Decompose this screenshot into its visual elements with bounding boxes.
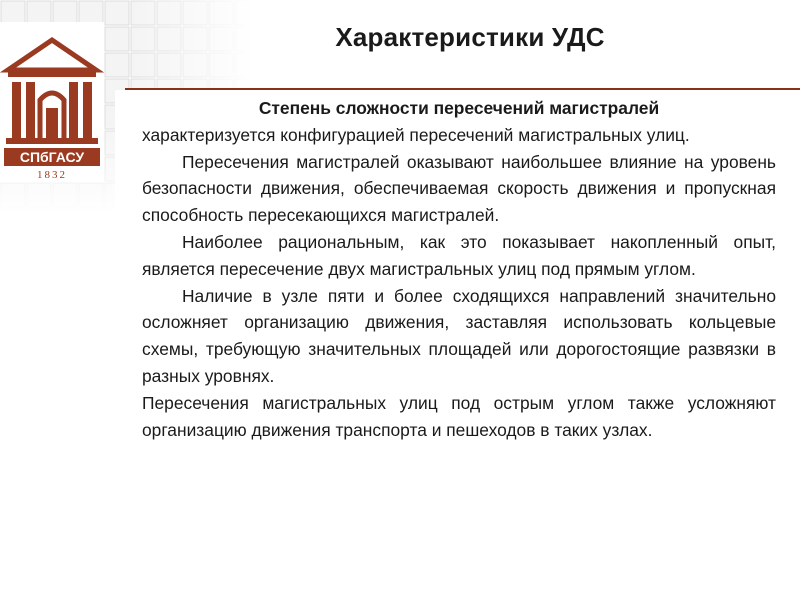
university-building-logo-icon <box>0 22 104 182</box>
slide-body <box>142 95 776 443</box>
paragraph-5: Пересечения магистральных улиц под острым углом также усложняют организацию движения транспорта и пешеходов в таких узлах. <box>142 392 776 440</box>
paragraph-3: Наиболее рациональным, как это показывает накопленный опыт, является пересечение двух магистральных улиц под прямым углом. <box>142 231 776 279</box>
logo-year: 1832 <box>37 169 67 181</box>
slide-title: Характеристики УДС <box>335 22 605 52</box>
logo-abbr: СПбГАСУ <box>19 149 85 165</box>
paragraph-4: Наличие в узле пяти и более сходящихся направлений значительно осложняет организацию движения, заставляя использовать кольцевые схемы, требующую значительных площадей или дорогостоящие развязки в разных уровнях. <box>142 285 776 386</box>
section-heading: Степень сложности пересечений магистралей <box>258 98 660 118</box>
paragraph-2: Пересечения магистралей оказывают наибольшее влияние на уровень безопасности движения, обеспечиваемая скорость движения и пропускная способность пересекающихся магистралей. <box>142 151 776 226</box>
title-divider <box>125 88 800 90</box>
paragraph-1: характеризуется конфигурацией пересечений магистральных улиц. <box>142 124 690 145</box>
